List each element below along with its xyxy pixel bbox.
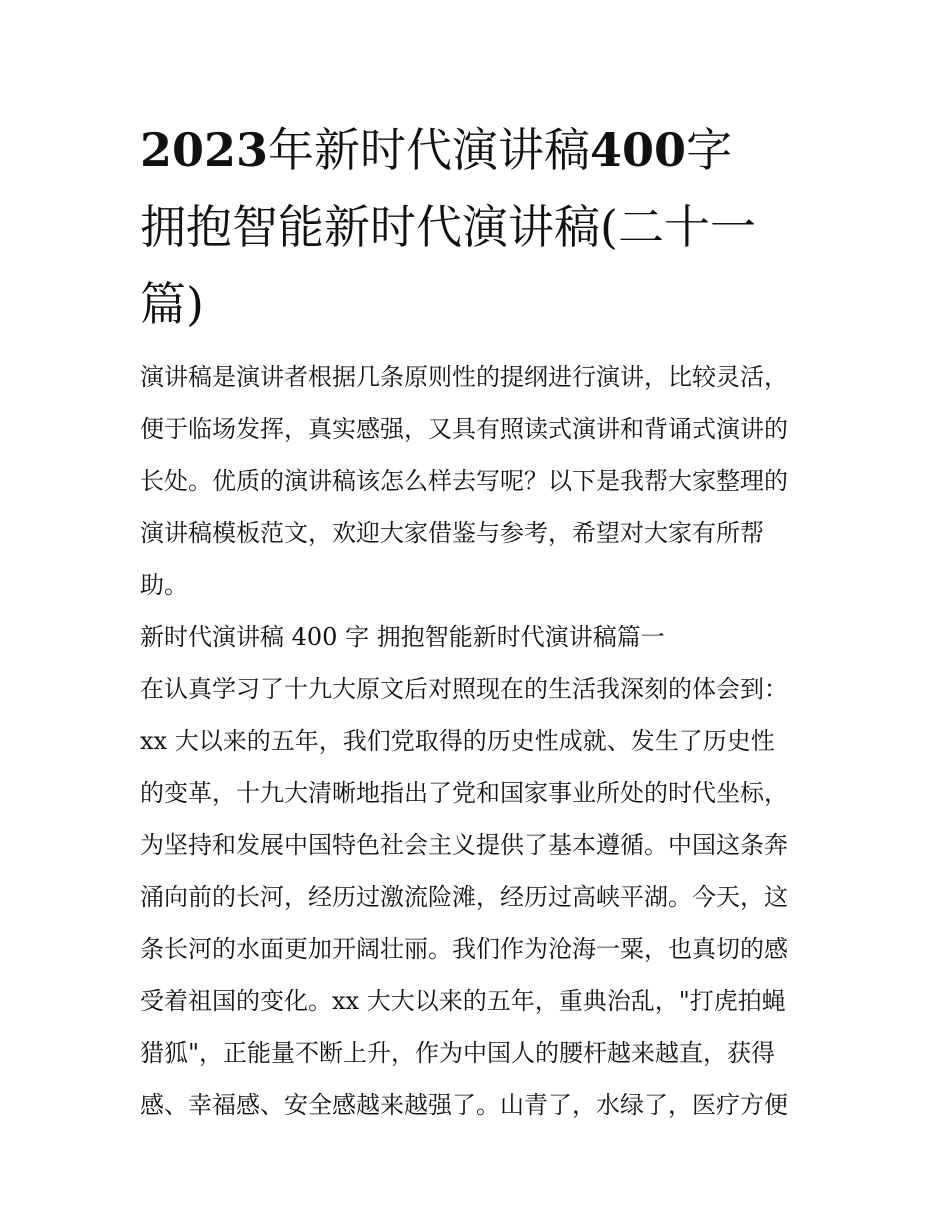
body-line: 演讲稿模板范文，欢迎大家借鉴与参考，希望对大家有所帮	[140, 519, 764, 547]
title-line-3: 篇)	[140, 277, 204, 331]
section-heading: 新时代演讲稿 400 字 拥抱智能新时代演讲稿篇一	[140, 623, 665, 651]
body-line: 便于临场发挥，真实感强，又具有照读式演讲和背诵式演讲的	[140, 415, 788, 443]
body-line: 猎狐"，正能量不断上升，作为中国人的腰杆越来越直，获得	[140, 1039, 776, 1067]
title-line-1	[140, 112, 820, 189]
document-body	[140, 351, 820, 1131]
body-line: 在认真学习了十九大原文后对照现在的生活我深刻的体会到：	[140, 675, 788, 703]
title-year: 2023	[140, 123, 269, 177]
body-line: 条长河的水面更加开阔壮丽。我们作为沧海一粟，也真切的感	[140, 935, 788, 963]
body-line: xx 大以来的五年，我们党取得的历史性成就、发生了历史性	[140, 727, 775, 755]
title-count: 400	[590, 123, 687, 177]
body-line: 受着祖国的变化。xx 大大以来的五年，重典治乱，"打虎拍蝇	[140, 987, 786, 1015]
title-text-1: 年新时代演讲稿	[268, 123, 591, 177]
body-line: 助。	[140, 571, 188, 599]
title-text-2: 字	[686, 123, 733, 177]
document-content	[140, 112, 820, 1131]
body-line: 感、幸福感、安全感越来越强了。山青了，水绿了，医疗方便	[140, 1091, 788, 1119]
body-line: 演讲稿是演讲者根据几条原则性的提纲进行演讲，比较灵活，	[140, 363, 788, 391]
body-line: 涌向前的长河，经历过激流险滩，经历过高峡平湖。今天，这	[140, 883, 788, 911]
body-line: 为坚持和发展中国特色社会主义提供了基本遵循。中国这条奔	[140, 831, 788, 859]
body-line: 的变革，十九大清晰地指出了党和国家事业所处的时代坐标，	[140, 779, 788, 807]
body-line: 长处。优质的演讲稿该怎么样去写呢？以下是我帮大家整理的	[140, 467, 788, 495]
title-line-2: 拥抱智能新时代演讲稿(二十一	[140, 200, 756, 254]
document-title	[140, 112, 820, 343]
